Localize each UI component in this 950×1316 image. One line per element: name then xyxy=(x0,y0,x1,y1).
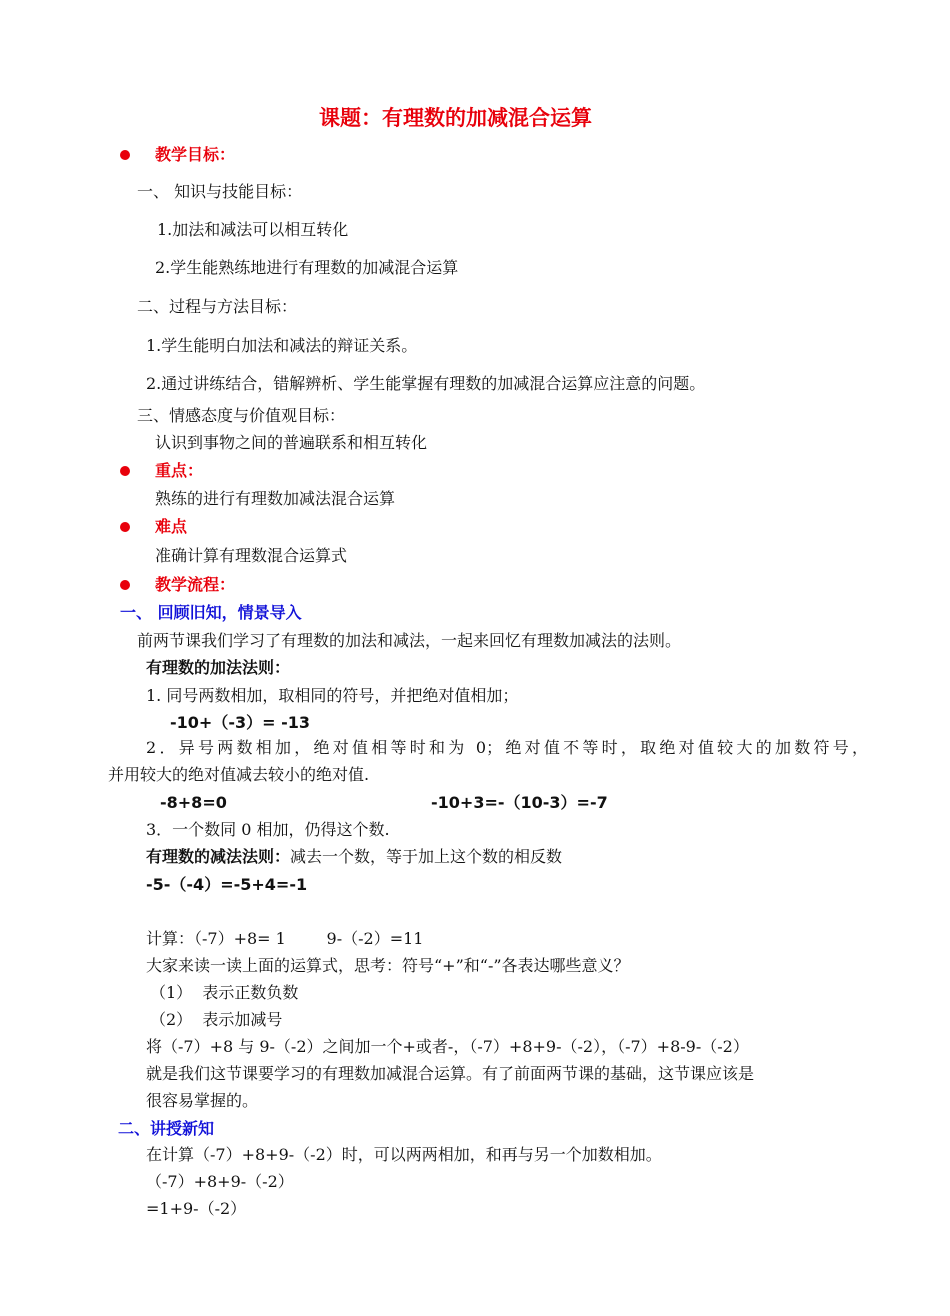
bullet-icon xyxy=(120,466,130,476)
knowledge-heading: 一、 知识与技能目标： xyxy=(137,182,303,201)
answer-2: （2） 表示加减号 xyxy=(150,1010,283,1029)
add-rule-3: 3．一个数同 0 相加，仍得这个数. xyxy=(146,820,390,839)
add-rule-2-line1: 2．异号两数相加，绝对值相等时和为 0；绝对值不等时，取绝对值较大的加数符号， xyxy=(146,738,868,757)
flow-heading: 教学流程： xyxy=(155,575,236,594)
process-item-2: 2.通过讲练结合，错解辨析、学生能掌握有理数的加减混合运算应注意的问题。 xyxy=(146,374,706,393)
bullet-icon xyxy=(120,522,130,532)
section2-step-1: （-7）+8+9-（-2） xyxy=(146,1172,294,1191)
section2-step-2: =1+9-（-2） xyxy=(146,1199,247,1218)
sub-example: -5-（-4）=-5+4=-1 xyxy=(146,875,308,894)
knowledge-item-1: 1.加法和减法可以相互转化 xyxy=(157,220,349,239)
section1-intro: 前两节课我们学习了有理数的加法和减法，一起来回忆有理数加减法的法则。 xyxy=(137,631,682,650)
page-title: 课题：有理数的加减混合运算 xyxy=(319,106,592,130)
add-rule-2-line2: 并用较大的绝对值减去较小的绝对值. xyxy=(108,765,370,784)
add-example-1: -10+（-3）= -13 xyxy=(170,713,310,732)
emotion-item-1: 认识到事物之间的普遍联系和相互转化 xyxy=(155,433,428,452)
calc-line: 计算：（-7）+8= 1 9-（-2）=11 xyxy=(146,929,424,948)
emotion-heading: 三、情感态度与价值观目标： xyxy=(137,406,346,425)
answer-1: （1） 表示正数负数 xyxy=(150,983,299,1002)
bullet-icon xyxy=(120,150,130,160)
key-point-text: 熟练的进行有理数加减法混合运算 xyxy=(155,489,396,508)
process-item-1: 1.学生能明白加法和减法的辩证关系。 xyxy=(146,336,418,355)
add-example-2b: -10+3=-（10-3）=-7 xyxy=(431,793,608,812)
key-point-heading: 重点： xyxy=(155,461,204,480)
sub-rule-text: 减去一个数，等于加上这个数的相反数 xyxy=(290,847,563,866)
add-rule-1: 1. 同号两数相加，取相同的符号，并把绝对值相加； xyxy=(146,686,519,705)
difficulty-heading: 难点 xyxy=(155,517,188,536)
question-line: 大家来读一读上面的运算式，思考：符号“+”和“-”各表达哪些意义？ xyxy=(146,956,630,975)
section1-heading: 一、 回顾旧知，情景导入 xyxy=(120,603,302,622)
section2-heading: 二、讲授新知 xyxy=(118,1119,215,1138)
objectives-heading: 教学目标： xyxy=(155,145,236,164)
combine-line-1: 将（-7）+8 与 9-（-2）之间加一个+或者-，（-7）+8+9-（-2），（-7）+8-9-（-2） xyxy=(146,1037,749,1056)
difficulty-text: 准确计算有理数混合运算式 xyxy=(155,546,348,565)
combine-line-3: 很容易掌握的。 xyxy=(146,1091,259,1110)
sub-rule-line xyxy=(146,847,562,867)
section2-text: 在计算（-7）+8+9-（-2）时，可以两两相加，和再与另一个加数相加。 xyxy=(146,1145,662,1164)
bullet-icon xyxy=(120,580,130,590)
combine-line-2: 就是我们这节课要学习的有理数加减混合运算。有了前面两节课的基础，这节课应该是 xyxy=(146,1064,755,1083)
process-heading: 二、过程与方法目标： xyxy=(137,297,298,316)
knowledge-item-2: 2.学生能熟练地进行有理数的加减混合运算 xyxy=(155,258,459,277)
sub-rule-heading: 有理数的减法法则： xyxy=(146,847,291,866)
add-rule-heading: 有理数的加法法则： xyxy=(146,658,291,677)
add-example-2a: -8+8=0 xyxy=(160,793,227,812)
